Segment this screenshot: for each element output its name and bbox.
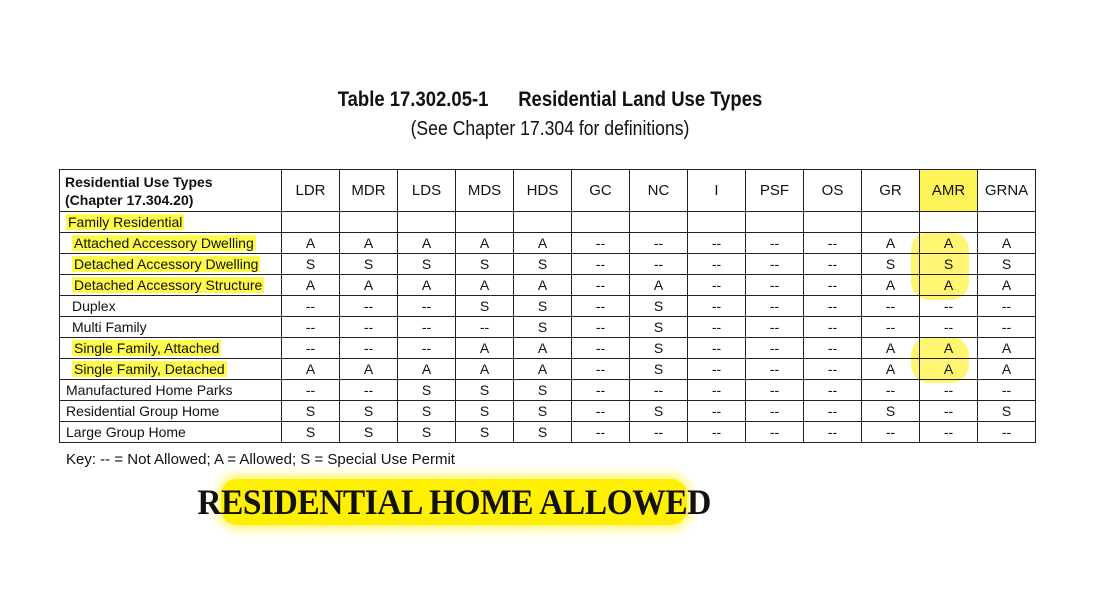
- cell-psf: --: [746, 296, 804, 317]
- cell-gc: [572, 212, 630, 233]
- cell-psf: --: [746, 422, 804, 443]
- cell-gc: --: [572, 296, 630, 317]
- use-type-cell: [60, 296, 282, 317]
- cell-amr: S: [920, 254, 978, 275]
- cell-ldr: A: [282, 233, 340, 254]
- table-row: [60, 338, 1036, 359]
- cell-grna: --: [978, 422, 1036, 443]
- use-type-cell: [60, 233, 282, 254]
- cell-ldr: --: [282, 380, 340, 401]
- cell-i: --: [688, 296, 746, 317]
- cell-nc: S: [630, 296, 688, 317]
- cell-i: --: [688, 422, 746, 443]
- cell-mdr: [340, 212, 398, 233]
- cell-psf: --: [746, 254, 804, 275]
- cell-os: --: [804, 401, 862, 422]
- cell-nc: S: [630, 317, 688, 338]
- cell-nc: A: [630, 275, 688, 296]
- cell-i: [688, 212, 746, 233]
- cell-i: --: [688, 380, 746, 401]
- cell-nc: --: [630, 380, 688, 401]
- cell-hds: S: [514, 401, 572, 422]
- cell-ldr: --: [282, 338, 340, 359]
- cell-lds: A: [398, 359, 456, 380]
- cell-amr: A: [920, 233, 978, 254]
- cell-i: --: [688, 338, 746, 359]
- cell-mds: A: [456, 338, 514, 359]
- use-type-cell: [60, 359, 282, 380]
- cell-mdr: A: [340, 233, 398, 254]
- cell-nc: --: [630, 233, 688, 254]
- cell-i: --: [688, 275, 746, 296]
- cell-i: --: [688, 233, 746, 254]
- use-type-cell: [60, 254, 282, 275]
- use-type-label: Detached Accessory Structure: [74, 277, 263, 293]
- use-type-cell: [60, 401, 282, 422]
- cell-hds: S: [514, 317, 572, 338]
- cell-amr: --: [920, 422, 978, 443]
- cell-os: [804, 212, 862, 233]
- cell-nc: S: [630, 401, 688, 422]
- cell-gr: A: [862, 359, 920, 380]
- use-type-label: Single Family, Detached: [74, 361, 225, 377]
- zone-header-gr: GR: [862, 170, 920, 212]
- cell-gc: --: [572, 254, 630, 275]
- cell-os: --: [804, 317, 862, 338]
- cell-lds: --: [398, 296, 456, 317]
- use-type-label: Single Family, Attached: [74, 340, 220, 356]
- cell-ldr: --: [282, 296, 340, 317]
- zone-header-mdr: MDR: [340, 170, 398, 212]
- cell-mdr: A: [340, 359, 398, 380]
- use-type-cell: [60, 212, 282, 233]
- cell-os: --: [804, 275, 862, 296]
- table-row: [60, 296, 1036, 317]
- cell-lds: [398, 212, 456, 233]
- banner-text: RESIDENTIAL HOME ALLOWED: [197, 482, 711, 522]
- cell-ldr: [282, 212, 340, 233]
- table-number: Table 17.302.05-1: [337, 88, 489, 111]
- cell-ldr: A: [282, 359, 340, 380]
- residential-allowed-banner: [197, 479, 711, 525]
- cell-ldr: S: [282, 422, 340, 443]
- table-row: [60, 317, 1036, 338]
- cell-mdr: A: [340, 275, 398, 296]
- cell-i: --: [688, 317, 746, 338]
- use-type-label: Attached Accessory Dwelling: [74, 235, 254, 251]
- zone-header-grna: GRNA: [978, 170, 1036, 212]
- use-types-header-line1: Residential Use Types: [65, 173, 213, 190]
- table-key: Key: -- = Not Allowed; A = Allowed; S = Special Use Permit: [66, 451, 455, 468]
- cell-os: --: [804, 296, 862, 317]
- cell-gr: S: [862, 401, 920, 422]
- cell-nc: S: [630, 338, 688, 359]
- cell-mds: [456, 212, 514, 233]
- cell-mds: --: [456, 317, 514, 338]
- zone-header-os: OS: [804, 170, 862, 212]
- cell-psf: --: [746, 275, 804, 296]
- cell-gr: S: [862, 254, 920, 275]
- cell-mds: A: [456, 275, 514, 296]
- cell-psf: --: [746, 380, 804, 401]
- cell-gr: [862, 212, 920, 233]
- cell-psf: --: [746, 401, 804, 422]
- use-type-label: Manufactured Home Parks: [66, 382, 233, 398]
- cell-amr: --: [920, 401, 978, 422]
- cell-gc: --: [572, 317, 630, 338]
- cell-grna: --: [978, 380, 1036, 401]
- cell-lds: S: [398, 401, 456, 422]
- cell-lds: S: [398, 422, 456, 443]
- table-subtitle: (See Chapter 17.304 for definitions): [410, 118, 690, 140]
- cell-amr: --: [920, 380, 978, 401]
- zone-header-hds: HDS: [514, 170, 572, 212]
- cell-hds: A: [514, 233, 572, 254]
- cell-os: --: [804, 359, 862, 380]
- cell-i: --: [688, 359, 746, 380]
- cell-mdr: --: [340, 380, 398, 401]
- use-type-cell: [60, 380, 282, 401]
- cell-gc: --: [572, 359, 630, 380]
- cell-gc: --: [572, 233, 630, 254]
- cell-ldr: --: [282, 317, 340, 338]
- cell-mdr: S: [340, 254, 398, 275]
- zone-header-amr: AMR: [920, 170, 978, 212]
- cell-gr: --: [862, 380, 920, 401]
- table-row: [60, 212, 1036, 233]
- cell-hds: S: [514, 380, 572, 401]
- cell-gc: --: [572, 275, 630, 296]
- use-type-label: Multi Family: [72, 319, 147, 335]
- zone-header-ldr: LDR: [282, 170, 340, 212]
- table-row: [60, 254, 1036, 275]
- use-type-label: Duplex: [72, 298, 116, 314]
- cell-psf: [746, 212, 804, 233]
- cell-lds: A: [398, 275, 456, 296]
- cell-mds: S: [456, 254, 514, 275]
- table-row: [60, 422, 1036, 443]
- zone-header-lds: LDS: [398, 170, 456, 212]
- cell-mds: A: [456, 359, 514, 380]
- cell-lds: S: [398, 254, 456, 275]
- cell-ldr: S: [282, 254, 340, 275]
- cell-hds: A: [514, 359, 572, 380]
- cell-os: --: [804, 380, 862, 401]
- zone-header-mds: MDS: [456, 170, 514, 212]
- cell-mdr: --: [340, 296, 398, 317]
- cell-amr: [920, 212, 978, 233]
- cell-grna: A: [978, 359, 1036, 380]
- cell-lds: --: [398, 338, 456, 359]
- cell-psf: --: [746, 233, 804, 254]
- cell-grna: A: [978, 233, 1036, 254]
- cell-grna: S: [978, 254, 1036, 275]
- use-types-header: [60, 170, 282, 212]
- cell-mds: S: [456, 422, 514, 443]
- cell-gc: --: [572, 338, 630, 359]
- use-type-cell: [60, 338, 282, 359]
- zone-header-i: I: [688, 170, 746, 212]
- cell-hds: S: [514, 296, 572, 317]
- cell-gc: --: [572, 422, 630, 443]
- table-row: [60, 401, 1036, 422]
- cell-mds: S: [456, 380, 514, 401]
- cell-grna: --: [978, 296, 1036, 317]
- cell-mdr: S: [340, 422, 398, 443]
- cell-grna: --: [978, 317, 1036, 338]
- land-use-table: [59, 169, 1036, 443]
- cell-ldr: S: [282, 401, 340, 422]
- use-type-cell: [60, 317, 282, 338]
- cell-os: --: [804, 422, 862, 443]
- cell-amr: --: [920, 317, 978, 338]
- table-title: [66, 88, 1034, 112]
- cell-lds: A: [398, 233, 456, 254]
- cell-amr: A: [920, 275, 978, 296]
- cell-gr: --: [862, 422, 920, 443]
- cell-psf: --: [746, 359, 804, 380]
- cell-gr: --: [862, 317, 920, 338]
- cell-gc: --: [572, 380, 630, 401]
- cell-os: --: [804, 254, 862, 275]
- cell-hds: S: [514, 254, 572, 275]
- cell-os: --: [804, 338, 862, 359]
- cell-hds: S: [514, 422, 572, 443]
- cell-lds: --: [398, 317, 456, 338]
- table-row: [60, 275, 1036, 296]
- cell-psf: --: [746, 338, 804, 359]
- cell-grna: A: [978, 275, 1036, 296]
- table-name: Residential Land Use Types: [518, 88, 763, 111]
- use-types-header-line2: (Chapter 17.304.20): [65, 191, 194, 208]
- cell-i: --: [688, 254, 746, 275]
- cell-amr: --: [920, 296, 978, 317]
- table-body: [60, 212, 1036, 443]
- cell-mdr: S: [340, 401, 398, 422]
- cell-lds: S: [398, 380, 456, 401]
- zone-header-psf: PSF: [746, 170, 804, 212]
- cell-grna: A: [978, 338, 1036, 359]
- zone-header-nc: NC: [630, 170, 688, 212]
- cell-nc: --: [630, 254, 688, 275]
- cell-psf: --: [746, 317, 804, 338]
- cell-hds: A: [514, 275, 572, 296]
- cell-grna: [978, 212, 1036, 233]
- cell-nc: --: [630, 422, 688, 443]
- cell-gr: A: [862, 233, 920, 254]
- use-type-label: Detached Accessory Dwelling: [74, 256, 259, 272]
- use-type-cell: [60, 422, 282, 443]
- use-type-label: Large Group Home: [66, 424, 186, 440]
- cell-i: --: [688, 401, 746, 422]
- table-row: [60, 233, 1036, 254]
- cell-gc: --: [572, 401, 630, 422]
- cell-gr: A: [862, 338, 920, 359]
- cell-mdr: --: [340, 338, 398, 359]
- zone-header-gc: GC: [572, 170, 630, 212]
- use-type-label: Residential Group Home: [66, 403, 220, 419]
- cell-mds: A: [456, 233, 514, 254]
- table-header-row: [60, 170, 1036, 212]
- cell-amr: A: [920, 338, 978, 359]
- cell-ldr: A: [282, 275, 340, 296]
- table-row: [60, 359, 1036, 380]
- cell-hds: A: [514, 338, 572, 359]
- cell-mds: S: [456, 401, 514, 422]
- cell-nc: S: [630, 359, 688, 380]
- cell-nc: [630, 212, 688, 233]
- use-type-label: Family Residential: [68, 214, 183, 230]
- cell-gr: A: [862, 275, 920, 296]
- cell-mdr: --: [340, 317, 398, 338]
- cell-mds: S: [456, 296, 514, 317]
- cell-grna: S: [978, 401, 1036, 422]
- cell-hds: [514, 212, 572, 233]
- cell-os: --: [804, 233, 862, 254]
- cell-amr: A: [920, 359, 978, 380]
- table-row: [60, 380, 1036, 401]
- use-type-cell: [60, 275, 282, 296]
- cell-gr: --: [862, 296, 920, 317]
